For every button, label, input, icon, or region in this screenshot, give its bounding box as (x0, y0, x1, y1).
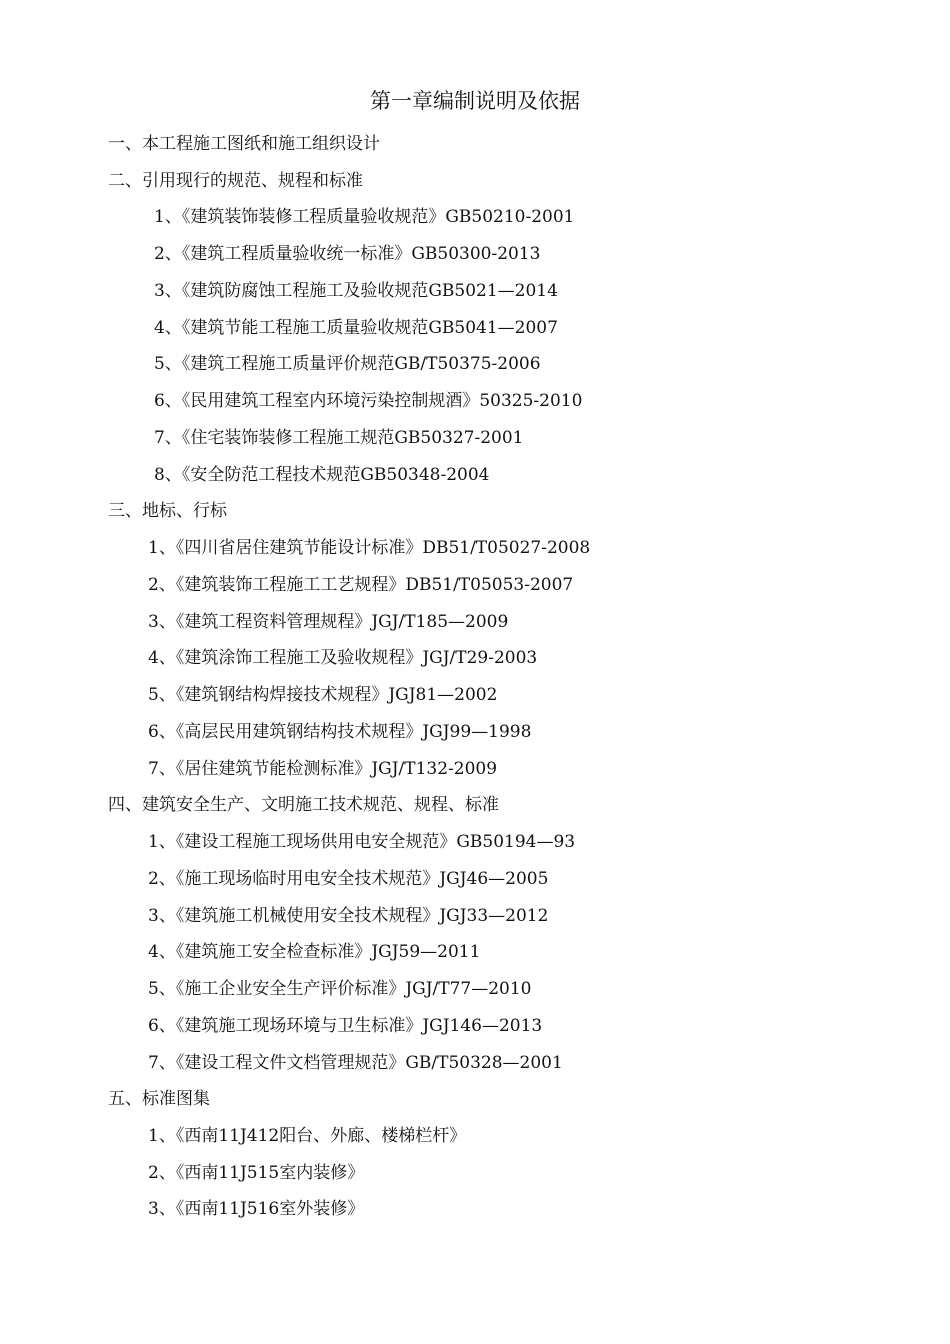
list-item: 6、《民用建筑工程室内环境污染控制规酒》50325-2010 (154, 391, 583, 411)
section-heading: 一、本工程施工图纸和施工组织设计 (108, 134, 380, 154)
section-heading: 三、地标、行标 (108, 501, 227, 521)
list-item: 2、《施工现场临时用电安全技术规范》JGJ46—2005 (148, 869, 549, 889)
list-item: 6、《高层民用建筑钢结构技术规程》JGJ99—1998 (148, 722, 532, 742)
list-item: 2、《建筑工程质量验收统一标准》GB50300-2013 (154, 244, 541, 264)
list-item: 1、《建筑装饰装修工程质量验收规范》GB50210-2001 (154, 207, 575, 227)
list-item: 3、《西南11J516室外装修》 (148, 1199, 365, 1219)
list-item: 2、《西南11J515室内装修》 (148, 1163, 365, 1183)
list-item: 5、《建筑钢结构焊接技术规程》JGJ81—2002 (148, 685, 498, 705)
list-item: 1、《四川省居住建筑节能设计标准》DB51/T05027-2008 (148, 538, 591, 558)
list-item: 7、《居住建筑节能检测标准》JGJ/T132-2009 (148, 759, 498, 779)
list-item: 1、《建设工程施工现场供用电安全规范》GB50194—93 (148, 832, 576, 852)
list-item: 3、《建筑防腐蚀工程施工及验收规范GB5021—2014 (154, 281, 558, 301)
list-item: 7、《建设工程文件文档管理规范》GB/T50328—2001 (148, 1053, 563, 1073)
section-heading: 四、建筑安全生产、文明施工技术规范、规程、标准 (108, 795, 499, 815)
list-item: 3、《建筑施工机械使用安全技术规程》JGJ33—2012 (148, 906, 549, 926)
list-item: 8、《安全防范工程技术规范GB50348-2004 (154, 465, 490, 485)
list-item: 5、《建筑工程施工质量评价规范GB/T50375-2006 (154, 354, 541, 374)
list-item: 6、《建筑施工现场环境与卫生标准》JGJ146—2013 (148, 1016, 543, 1036)
chapter-title: 第一章编制说明及依据 (370, 89, 580, 113)
list-item: 4、《建筑节能工程施工质量验收规范GB5041—2007 (154, 318, 558, 338)
list-item: 2、《建筑装饰工程施工工艺规程》DB51/T05053-2007 (148, 575, 574, 595)
section-heading: 二、引用现行的规范、规程和标准 (108, 171, 363, 191)
list-item: 4、《建筑涂饰工程施工及验收规程》JGJ/T29-2003 (148, 648, 538, 668)
list-item: 3、《建筑工程资料管理规程》JGJ/T185—2009 (148, 612, 509, 632)
section-heading: 五、标准图集 (108, 1089, 210, 1109)
list-item: 5、《施工企业安全生产评价标准》JGJ/T77—2010 (148, 979, 532, 999)
list-item: 7、《住宅装饰装修工程施工规范GB50327-2001 (154, 428, 524, 448)
list-item: 4、《建筑施工安全检查标准》JGJ59—2011 (148, 942, 481, 962)
list-item: 1、《西南11J412阳台、外廊、楼梯栏杆》 (148, 1126, 467, 1146)
